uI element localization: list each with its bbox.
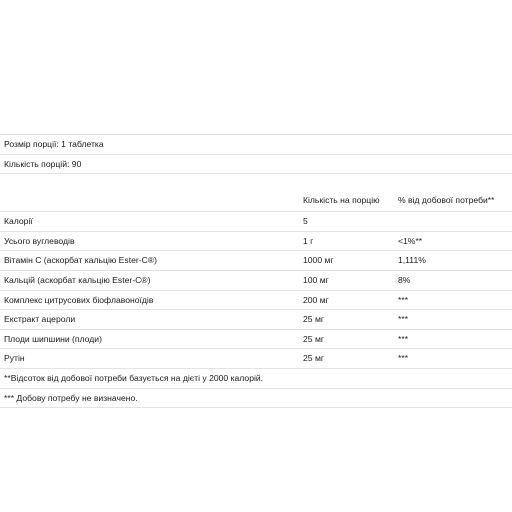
nutrient-daily-value: <1%** (398, 235, 423, 246)
nutrient-amount: 25 мг (303, 314, 324, 325)
table-row (0, 271, 512, 291)
nutrient-amount: 1000 мг (303, 255, 334, 266)
nutrient-daily-value: *** (398, 333, 409, 344)
table-header-row (0, 189, 512, 212)
serving-size-row (0, 134, 512, 155)
table-row (0, 349, 512, 369)
table-row (0, 251, 512, 271)
nutrient-daily-value: *** (398, 353, 409, 364)
nutrient-amount: 100 мг (303, 274, 329, 285)
servings-count: Кількість порцій: 90 (4, 158, 82, 169)
footnote-daily-value-basis (0, 369, 512, 389)
nutrient-name: Комплекс цитрусових біофлавоноїдів (4, 294, 154, 305)
nutrient-name: Вітамін С (аскорбат кальцію Ester-C®) (4, 255, 158, 266)
spacer (0, 174, 512, 189)
nutrient-amount: 25 мг (303, 333, 324, 344)
footnote-text: *** Добову потребу не визначено. (4, 392, 138, 403)
nutrient-name: Екстракт ацероли (4, 314, 76, 325)
table-row (0, 212, 512, 232)
footnote-text: **Відсоток від добової потреби базується на дієті у 2000 калорій. (4, 372, 264, 383)
nutrient-name: Усього вуглеводів (4, 235, 75, 246)
servings-count-row (0, 155, 512, 175)
nutrient-amount: 200 мг (303, 294, 329, 305)
serving-size: Розмір порції: 1 таблетка (4, 139, 104, 149)
table-row (0, 291, 512, 311)
nutrient-daily-value: 1,111% (398, 255, 426, 266)
footnote-not-established (0, 389, 512, 409)
header-amount-per-serving: Кількість на порцію (303, 195, 380, 206)
supplement-facts-panel (0, 134, 512, 408)
nutrient-daily-value: *** (398, 294, 409, 305)
table-row (0, 232, 512, 252)
nutrient-name: Кальцій (аскорбат кальцію Ester-C®) (4, 274, 151, 285)
nutrient-daily-value: 8% (398, 274, 411, 285)
nutrient-amount: 5 (303, 216, 308, 227)
nutrient-amount: 25 мг (303, 353, 324, 364)
nutrient-name: Рутін (4, 353, 25, 364)
nutrient-name: Калорії (4, 216, 33, 227)
nutrient-amount: 1 г (303, 235, 314, 246)
table-row (0, 330, 512, 350)
header-daily-value: % від добової потреби** (398, 195, 495, 206)
nutrient-name: Плоди шипшини (плоди) (4, 333, 102, 344)
table-row (0, 310, 512, 330)
nutrient-daily-value: *** (398, 314, 409, 325)
